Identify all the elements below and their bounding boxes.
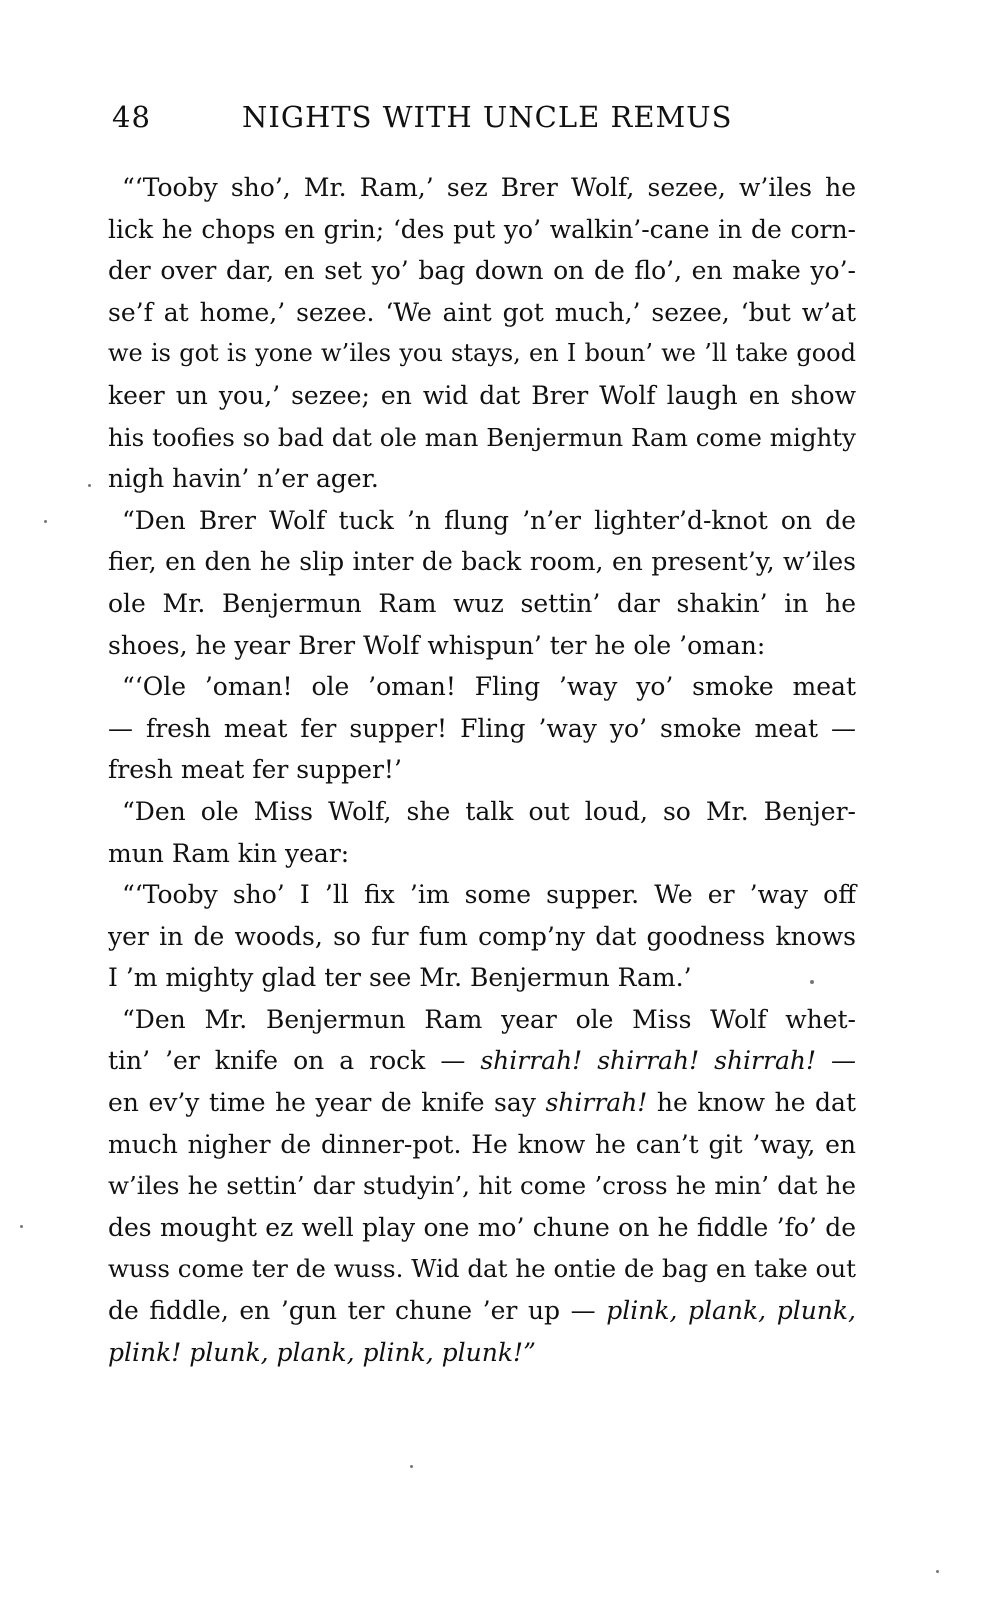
- text-line: [108, 1248, 856, 1290]
- text-line-main: tin’ ’er knife on a rock —: [108, 1046, 481, 1076]
- print-speck: [936, 1570, 939, 1573]
- text-line-main: ole Mr. Benjermun Ram wuz settin’ dar shakin’ in he: [108, 588, 856, 618]
- text-line-italic: plink! plunk, plank, plink, plunk!”: [108, 1337, 536, 1367]
- print-speck: [44, 520, 47, 523]
- text-line: [108, 500, 856, 542]
- text-line: [108, 292, 856, 334]
- text-line-main: fier, en den he slip inter de back room, en present’y, w’iles: [108, 547, 856, 577]
- text-line: [108, 874, 856, 916]
- text-line: [108, 458, 856, 500]
- text-line-main: I ’m mighty glad ter see Mr. Benjermun Ram.’: [108, 963, 692, 993]
- text-line: [108, 1332, 856, 1374]
- page-header: [112, 100, 762, 140]
- text-line-main: we is got is yone w’iles you stays, en I boun’ we ’ll take good: [108, 339, 856, 368]
- page-number: 48: [112, 100, 151, 134]
- text-line-main: lick he chops en grin; ‘des put yo’ walkin’-cane in de corn-: [108, 214, 856, 244]
- text-line-main: his toofies so bad dat ole man Benjermun Ram come mighty: [108, 422, 856, 452]
- text-line: [108, 1165, 856, 1207]
- print-speck: [20, 1225, 23, 1228]
- text-line: [108, 1207, 856, 1249]
- text-line-main: “Den Mr. Benjermun Ram year ole Miss Wolf whet-: [122, 1004, 856, 1034]
- text-line: [108, 833, 856, 875]
- text-line-main: “‘Tooby sho’ I ’ll fix ’im some supper. We er ’way off: [122, 880, 856, 910]
- text-line-italic: shirrah! shirrah! shirrah! —: [480, 1046, 857, 1076]
- text-line: [108, 708, 856, 750]
- text-line-main: “‘Tooby sho’, Mr. Ram,’ sez Brer Wolf, sezee, w’iles he: [122, 173, 856, 202]
- print-speck: [410, 1465, 413, 1468]
- text-line: [108, 1124, 856, 1166]
- text-line-italic: plink, plank, plunk,: [606, 1296, 856, 1326]
- text-line: [108, 957, 856, 999]
- text-line-main: mun Ram kin year:: [108, 838, 350, 868]
- text-line-main: — fresh meat fer supper! Fling ’way yo’ smoke meat —: [108, 713, 856, 743]
- text-line: [108, 749, 856, 791]
- print-speck: [88, 484, 91, 487]
- print-speck: [810, 980, 814, 984]
- text-line-main: much nigher de dinner-pot. He know he can’t git ’way, en: [108, 1129, 856, 1159]
- text-line-main: shoes, he year Brer Wolf whispun’ ter he ole ’oman:: [108, 630, 766, 660]
- text-line: [108, 541, 856, 583]
- text-line-main: “Den Brer Wolf tuck ’n flung ’n’er lighter’d-knot on de: [122, 505, 856, 535]
- text-line: [108, 583, 856, 625]
- text-line-main: yer in de woods, so fur fum comp’ny dat goodness knows: [108, 921, 856, 951]
- text-line-main: der over dar, en set yo’ bag down on de flo’, en make yo’-: [108, 256, 856, 286]
- text-line-main: w’iles he settin’ dar studyin’, hit come ’cross he min’ dat he: [108, 1171, 856, 1201]
- running-title: NIGHTS WITH UNCLE REMUS: [242, 100, 733, 134]
- body-text: [108, 167, 856, 1373]
- text-line-after: he know he dat: [647, 1088, 857, 1118]
- text-line: [108, 417, 856, 459]
- text-line: [108, 333, 856, 375]
- text-line-main: nigh havin’ n’er ager.: [108, 464, 379, 494]
- text-line: [108, 209, 856, 251]
- text-line: [108, 1082, 856, 1124]
- text-line-main: wuss come ter de wuss. Wid dat he ontie de bag en take out: [108, 1254, 856, 1284]
- text-line: [108, 375, 856, 417]
- text-line-main: “Den ole Miss Wolf, she talk out loud, so Mr. Benjer-: [122, 796, 856, 826]
- text-line: [108, 250, 856, 292]
- text-line-main: keer un you,’ sezee; en wid dat Brer Wolf laugh en show: [108, 380, 856, 410]
- text-line-main: fresh meat fer supper!’: [108, 755, 402, 785]
- text-line: [108, 1290, 856, 1332]
- text-line: [108, 916, 856, 958]
- text-line-italic: shirrah!: [545, 1088, 648, 1118]
- text-line-main: se’f at home,’ sezee. ‘We aint got much,’ sezee, ‘but w’at: [108, 297, 856, 327]
- text-line: [108, 999, 856, 1041]
- text-line: [108, 167, 856, 209]
- text-line-main: en ev’y time he year de knife say: [108, 1088, 546, 1118]
- text-line: [108, 666, 856, 708]
- text-line-main: “‘Ole ’oman! ole ’oman! Fling ’way yo’ smoke meat: [122, 672, 856, 702]
- text-line-main: de fiddle, en ’gun ter chune ’er up —: [108, 1296, 607, 1326]
- text-line-main: des mought ez well play one mo’ chune on he fiddle ’fo’ de: [108, 1212, 856, 1242]
- text-line: [108, 625, 856, 667]
- text-line: [108, 791, 856, 833]
- text-line: [108, 1040, 856, 1082]
